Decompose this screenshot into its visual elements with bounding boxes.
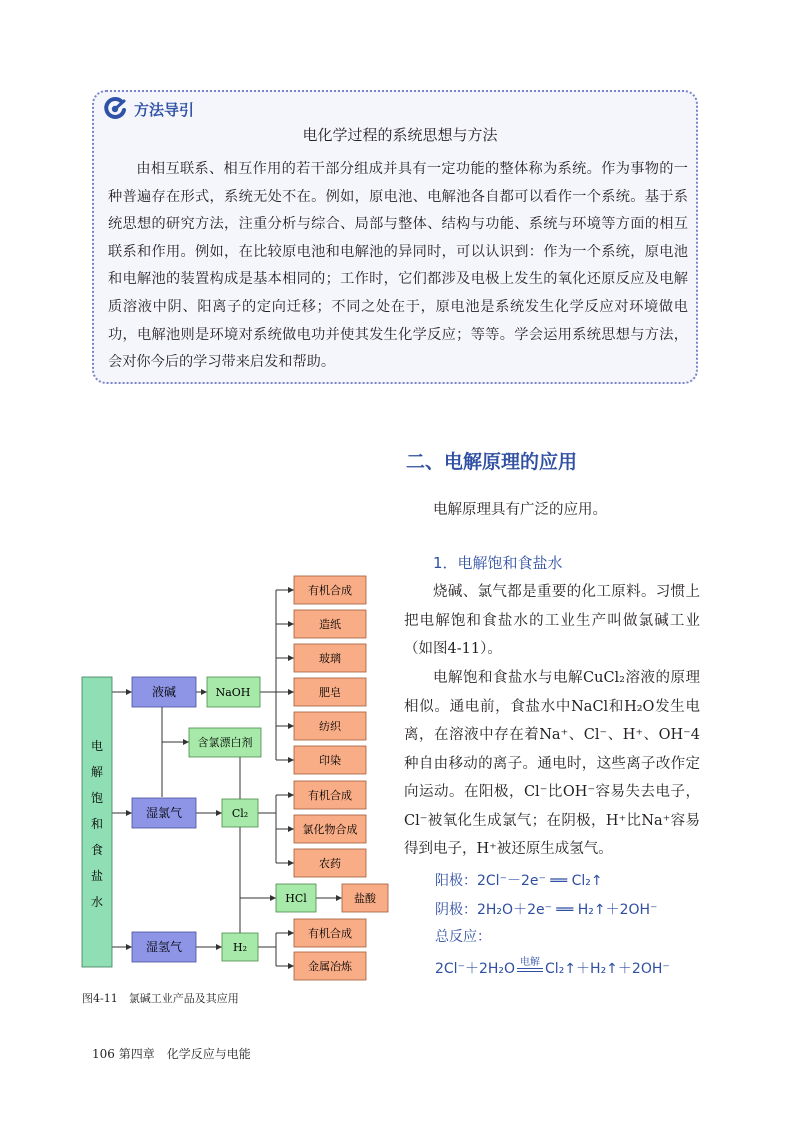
section-intro: 电解原理具有广泛的应用。 xyxy=(433,502,607,518)
diagram-naoh: NaOH xyxy=(215,686,251,699)
h2-product-0: 有机合成 xyxy=(308,927,352,940)
h2-product-1: 金属冶炼 xyxy=(308,960,352,973)
method-guide-body: 由相互联系、相互作用的若干部分组成并具有一定功能的整体称为系统。作为事物的一种普遍存在形式，系统无处不在。例如，原电池、电解池各自都可以看作一个系统。基于系统思想的研究方法，注重分析与综合、局部与整体、结构与功能、系统与环境等方面的相互联系和作用。例如，在比较原电池和电解池的异同时，可以认识到：作为一个系统，原电池和电解池的装置构成是基本相同的；工作时，它们都涉及电极上发生的氧化还原反应及电解质溶液中阴、阳离子的定向迁移；不同之处在于，原电池是系统发生化学反应对环境做电功，电解池则是环境对系统做电功并使其发生化学反应；等等。学会运用系统思想与方法，会对你今后的学习带来启发和帮助。 xyxy=(108,161,688,371)
subsection-heading: 1．电解饱和食盐水 xyxy=(433,554,563,572)
equation-total-reactants: 2Cl⁻＋2H₂O xyxy=(435,961,516,977)
equation-total-label: 总反应： xyxy=(435,929,491,945)
diagram-hcl: HCl xyxy=(285,892,307,905)
naoh-product-2: 玻璃 xyxy=(319,652,341,665)
diagram-hydrochloric-acid: 盐酸 xyxy=(354,892,376,905)
diagram-liquid-caustic: 液碱 xyxy=(151,685,177,699)
paragraph-1: 烧碱、氯气都是重要的化工原料。习惯上把电解饱和食盐水的工业生产叫做氯碱工业（如图4-11）。 xyxy=(404,584,700,657)
cl2-product-2: 农药 xyxy=(319,857,341,870)
naoh-product-0: 有机合成 xyxy=(308,584,352,597)
cl2-product-1: 氯化物合成 xyxy=(302,823,358,836)
method-guide-title: 电化学过程的系统思想与方法 xyxy=(302,126,498,144)
method-guide-label: 方法导引 xyxy=(134,100,195,119)
naoh-product-1: 造纸 xyxy=(319,618,341,631)
diagram-source-label: 电解饱和食盐水 xyxy=(90,739,104,909)
equation-cathode: 阴极：2H₂O＋2e⁻ ══ H₂↑＋2OH⁻ xyxy=(435,902,658,918)
paragraph-2: 电解饱和食盐水与电解CuCl₂溶液的原理相似。通电前，食盐水中NaCl和H₂O发生电离，在溶液中存在着Na⁺、Cl⁻、H⁺、OH⁻4种自由移动的离子。通电时，这些离子改作定向运动。在阳极，Cl⁻比OH⁻容易失去电子，Cl⁻被氧化生成氯气；在阴极，H⁺比Na⁺容易得到电子，H⁺被还原生成氢气。 xyxy=(404,670,700,857)
diagram-h2: H₂ xyxy=(232,941,248,954)
equation-anode: 阳极：2Cl⁻－2e⁻ ══ Cl₂↑ xyxy=(435,873,603,889)
diagram-wet-chlorine: 湿氯气 xyxy=(145,806,183,820)
naoh-product-4: 纺织 xyxy=(319,720,341,733)
equation-total-products: Cl₂↑＋H₂↑＋2OH⁻ xyxy=(545,961,670,977)
diagram-wet-hydrogen: 湿氢气 xyxy=(145,940,183,954)
equation-condition-label: 电解 xyxy=(520,957,541,968)
cl2-product-0: 有机合成 xyxy=(308,789,352,802)
figure-caption: 图4-11 氯碱工业产品及其应用 xyxy=(82,992,239,1005)
naoh-product-3: 肥皂 xyxy=(319,686,341,699)
page-footer: 106 第四章 化学反应与电能 xyxy=(92,1047,251,1061)
diagram-bleach: 含氯漂白剂 xyxy=(197,736,253,749)
diagram-cl2: Cl₂ xyxy=(231,807,249,820)
section-heading: 二、电解原理的应用 xyxy=(406,451,578,473)
naoh-product-5: 印染 xyxy=(319,754,341,767)
